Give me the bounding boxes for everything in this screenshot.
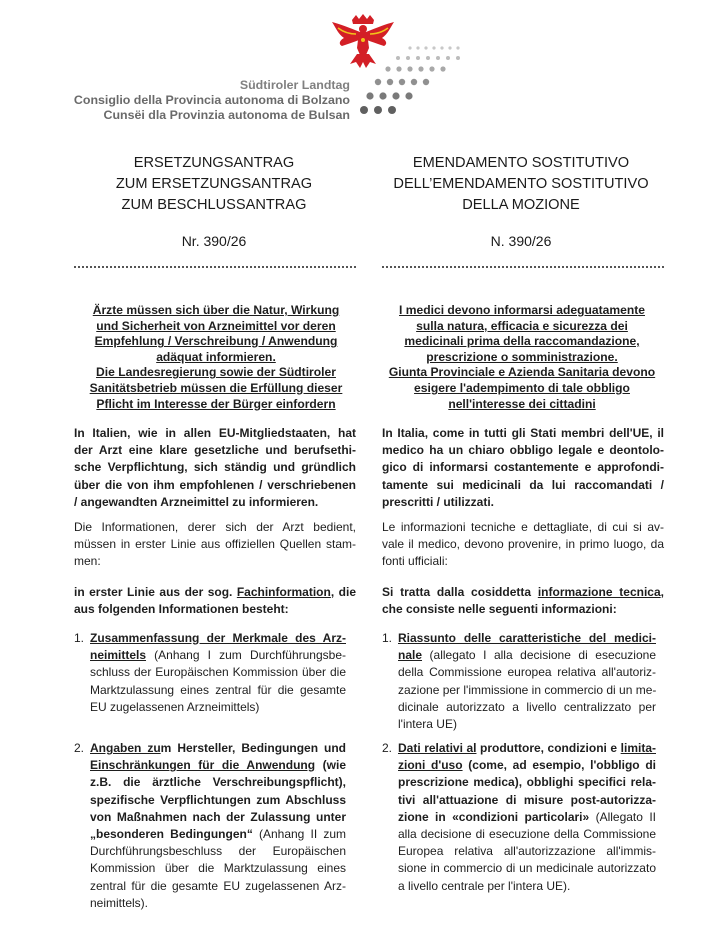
fachinformation-term: Fachinformation [236,585,331,599]
subject-line: esigere l'adempimento di tale obbligo [414,380,630,395]
document-number-de: Nr. 390/26 [181,233,247,249]
text-line: Dati relativi al produttore, condizioni e limita- [398,741,656,755]
subject-line: Die Landesregierung sowie der Südtiroler [96,365,336,380]
title-line: ERSETZUNGSANTRAG [133,155,295,171]
subject-line: sulla natura, efficacia e sicurezza dei [416,318,628,333]
title-line: EMENDAMENTO SOSTITUTIVO [412,155,630,171]
text-line: müssen in erster Linie aus offiziellen Quellen stam- [74,537,356,552]
text-line: Europea relativa all'autorizzazione all'immis- [398,844,656,859]
text-line: zione in «condizioni particolari» (Allegato II [398,809,656,824]
org-line-lad: Cunsëi dla Provinzia autonoma de Bulsan [103,108,350,122]
text-line: dicinale autorizzato a livello centralizzato per [398,699,656,714]
text-line: In Italien, wie in allen EU-Mitgliedstaaten, hat [74,426,356,440]
text-line: Kommission über die Marktzulassung eines [90,861,346,876]
text-line: schluss der Europäischen Kommission über die [90,665,346,680]
text-line: neimittels (Anhang I zum Durchführungsbe- [90,648,346,663]
text-line: Si tratta dalla cosiddetta informazione tecnica, [382,585,664,599]
list-item-1-de [90,630,346,716]
text-line: prescrizione medica), obblighi specifici rela- [398,775,656,790]
title-line: ZUM ERSETZUNGSANTRAG [115,176,313,192]
org-line-it: Consiglio della Provincia autonoma di Bolzano [73,93,350,107]
text-line: Marktzulassung eines zentral für die gesamte [90,682,346,697]
list-item-1-number-de: 1. [74,631,85,645]
subject-line: Ärzte müssen sich über die Natur, Wirkung [92,303,340,317]
text-line: EU zugelassenen Arzneimittels) [90,699,260,714]
text-line: zentral für die gesamte EU zugelassenen Arz- [90,878,346,893]
text-line: Zusammenfassung der Merkmale des Arz- [90,631,346,645]
text-line: Le informazioni tecniche e dettagliate, di cui si av- [382,520,664,534]
text-line: medico ha un chiaro obbligo legale e deontolo- [382,443,664,458]
text-line: zazione per l'immissione in commercio di un me- [398,682,657,697]
org-line-de: Südtiroler Landtag [239,78,350,92]
subject-line: nell'interesse dei cittadini [448,396,596,411]
text-line: Einschränkungen für die Anwendung (wie [90,758,347,773]
text-line: Die Informationen, derer sich der Arzt bedient, [74,520,356,534]
dot-grid-icon [352,44,472,118]
text-line: fonti ufficiali: [382,554,448,569]
subject-line: prescrizione o somministrazione. [426,349,618,364]
text-line: l'intera UE) [398,717,457,732]
paragraph-3-de [74,584,356,618]
list-item-2-it [398,740,656,895]
text-line: tamente sui medicinali da lui raccomandati / [382,477,664,492]
text-line: nale (allegato I alla decisione di esecuzione [398,648,656,663]
text-line: der Arzt eine klare gesetzliche und berufsethi- [74,443,356,458]
text-line: Riassunto delle caratteristiche del medici- [398,631,656,645]
paragraph-2-de [74,519,356,571]
text-line: vale il medico, devono provenire, in primo luogo, da [382,537,664,552]
text-line: della Commissione europea relativa all'autoriz- [398,665,656,680]
text-line: che consiste nelle seguenti informazioni: [382,602,617,617]
subject-line: und Sicherheit von Arzneimittel vor deren [96,318,336,333]
paragraph-1-de [74,425,356,511]
paragraph-2-it [382,519,664,571]
text-line: gico di informarsi costantemente e approfondi- [382,460,664,475]
text-line: men: [74,554,101,569]
dotted-separator [382,266,664,268]
title-line: DELLA MOZIONE [462,197,580,213]
subject-it [380,303,664,412]
title-line: ZUM BESCHLUSSANTRAG [121,197,307,213]
list-item-1-it [398,630,656,733]
list-item-1-number-it: 1. [382,631,393,645]
text-line: von Maßnahmen nach der Zulassung unter [90,809,346,824]
subject-line: I medici devono informarsi adeguatamente [399,303,645,317]
text-line: zioni d'uso (come, ad esempio, l'obbligo di [398,758,656,773]
text-line: über die von ihm empfohlenen / verschriebenen [74,477,356,492]
subject-line: Empfehlung / Verschreibung / Anwendung [94,334,338,349]
text-line: / angewandten Arzneimittel zu informieren. [74,494,319,509]
subject-line: Giunta Provinciale e Azienda Sanitaria devono [388,365,656,380]
text-line: „besonderen Bedingungen“ (Anhang II zum [90,827,346,842]
text-line: In Italia, come in tutti gli Stati membri dell'UE, il [382,426,664,440]
text-line: tivi all'attuazione di misure post-autorizza- [398,792,656,807]
subject-line: adäquat informieren. [156,349,276,364]
list-item-2-number-de: 2. [74,741,85,755]
informazione-tecnica-term: informazione tecnica [537,585,661,599]
text-line: sione in commercio di un medicinale autorizzato [398,861,656,876]
subject-line: medicinali prima della raccomandazione, [404,334,640,349]
text-line: aus folgenden Informationen besteht: [74,602,289,617]
text-line: prescritti / utilizzati. [382,494,495,509]
paragraph-1-it [382,425,664,511]
text-line: neimittels). [90,895,149,910]
text-line: Angaben zum Hersteller, Bedingungen und [90,741,347,755]
list-item-2-number-it: 2. [382,741,393,755]
text-line: Durchführungsbeschluss der Europäischen [90,844,346,859]
text-line: z.B. die ärztliche Verschreibungspflicht), [90,775,346,790]
dotted-separator [74,266,356,268]
document-title-it [378,153,664,216]
document-title-de [74,153,354,216]
paragraph-3-it [382,584,664,618]
subject-line: Pflicht im Interesse der Bürger einfordern [96,396,336,411]
list-item-2-de [90,740,346,912]
text-line: in erster Linie aus der sog. Fachinformation, die [74,585,356,599]
subject-de [74,303,358,412]
text-line: alla decisione di esecuzione della Commissione [398,827,656,842]
text-line: a livello centrale per l'intera UE). [398,878,571,893]
document-number-it: N. 390/26 [490,233,552,249]
organization-name [40,78,350,123]
text-line: sche Verpflichtung, sich ständig und gründlich [74,460,356,475]
title-line: DELL’EMENDAMENTO SOSTITUTIVO [393,176,649,192]
text-line: spezifische Verpflichtungen zum Abschluss [90,792,346,807]
subject-line: Sanitätsbetrieb müssen die Erfüllung dieser [89,380,343,395]
